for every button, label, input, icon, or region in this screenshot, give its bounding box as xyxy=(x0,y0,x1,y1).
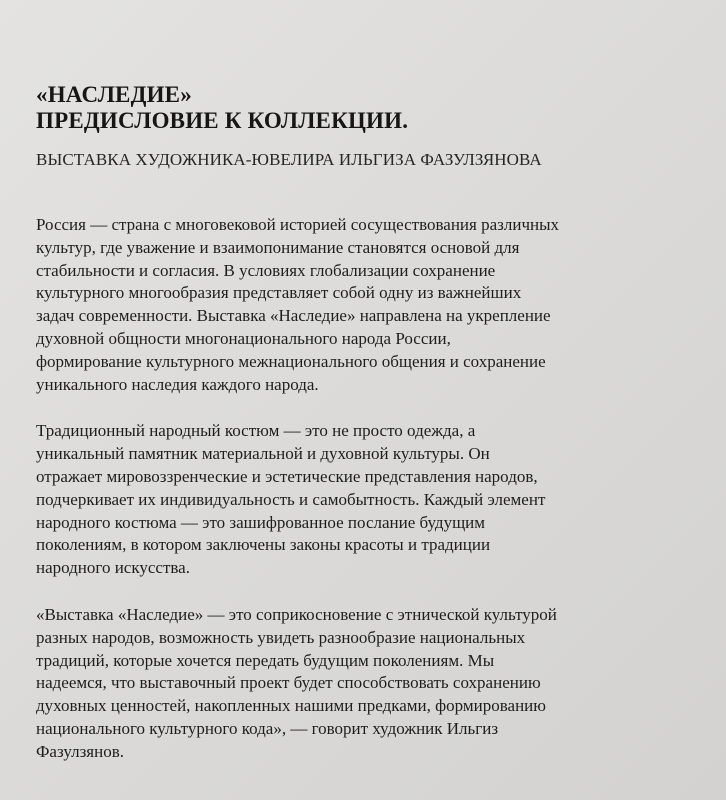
title-line-2: ПРЕДИСЛОВИЕ К КОЛЛЕКЦИИ. xyxy=(36,108,409,133)
text-line: духовной общности многонационального народа России, xyxy=(36,328,451,348)
text-line: Россия — страна с многовековой историей сосуществования различных xyxy=(36,215,560,234)
text-line: культурного многообразия представляет собой одну из важнейших xyxy=(36,283,522,303)
text-line: уникальный памятник материальной и духовной культуры. Он xyxy=(36,444,490,464)
text-line: традиций, которые хочется передать будущим поколениям. Мы xyxy=(36,650,495,670)
text-line: надеемся, что выставочный проект будет способствовать сохранению xyxy=(36,673,541,693)
text-line: народного искусства. xyxy=(36,558,190,578)
text-line: Традиционный народный костюм — это не просто одежда, а xyxy=(36,421,476,441)
paragraph-1 xyxy=(36,214,704,396)
text-line: Фазулзянов. xyxy=(36,741,124,761)
text-line: «Выставка «Наследие» — это соприкосновение с этнической культурой xyxy=(36,604,557,624)
text-line: стабильности и согласия. В условиях глобализации сохранение xyxy=(36,260,496,280)
text-line: формирование культурного межнационального общения и сохранение xyxy=(36,351,546,371)
text-line: духовных ценностей, накопленных нашими предками, формированию xyxy=(36,696,546,716)
paragraph-2 xyxy=(36,420,704,580)
exhibition-panel xyxy=(36,0,706,800)
title-line-1: «НАСЛЕДИЕ» xyxy=(36,82,192,107)
text-line: культур, где уважение и взаимопонимание становятся основой для xyxy=(36,237,520,257)
subtitle: ВЫСТАВКА ХУДОЖНИКА-ЮВЕЛИРА ИЛЬГИЗА ФАЗУЛЗЯНОВА xyxy=(36,150,542,169)
text-line: подчеркивает их индивидуальность и самобытность. Каждый элемент xyxy=(36,489,546,509)
text-line: задач современности. Выставка «Наследие» направлена на укрепление xyxy=(36,306,551,326)
text-line: поколениям, в котором заключены законы красоты и традиции xyxy=(36,535,491,555)
text-line: национального культурного кода», — говорит художник Ильгиз xyxy=(36,718,499,738)
paragraph-3 xyxy=(36,604,704,764)
text-line: уникального наследия каждого народа. xyxy=(36,374,319,394)
text-line: разных народов, возможность увидеть разнообразие национальных xyxy=(36,627,526,647)
body-text xyxy=(36,214,704,788)
text-line: народного костюма — это зашифрованное послание будущим xyxy=(36,512,486,532)
text-line: отражает мировоззренческие и эстетические представления народов, xyxy=(36,466,538,486)
panel-heading xyxy=(36,82,408,134)
